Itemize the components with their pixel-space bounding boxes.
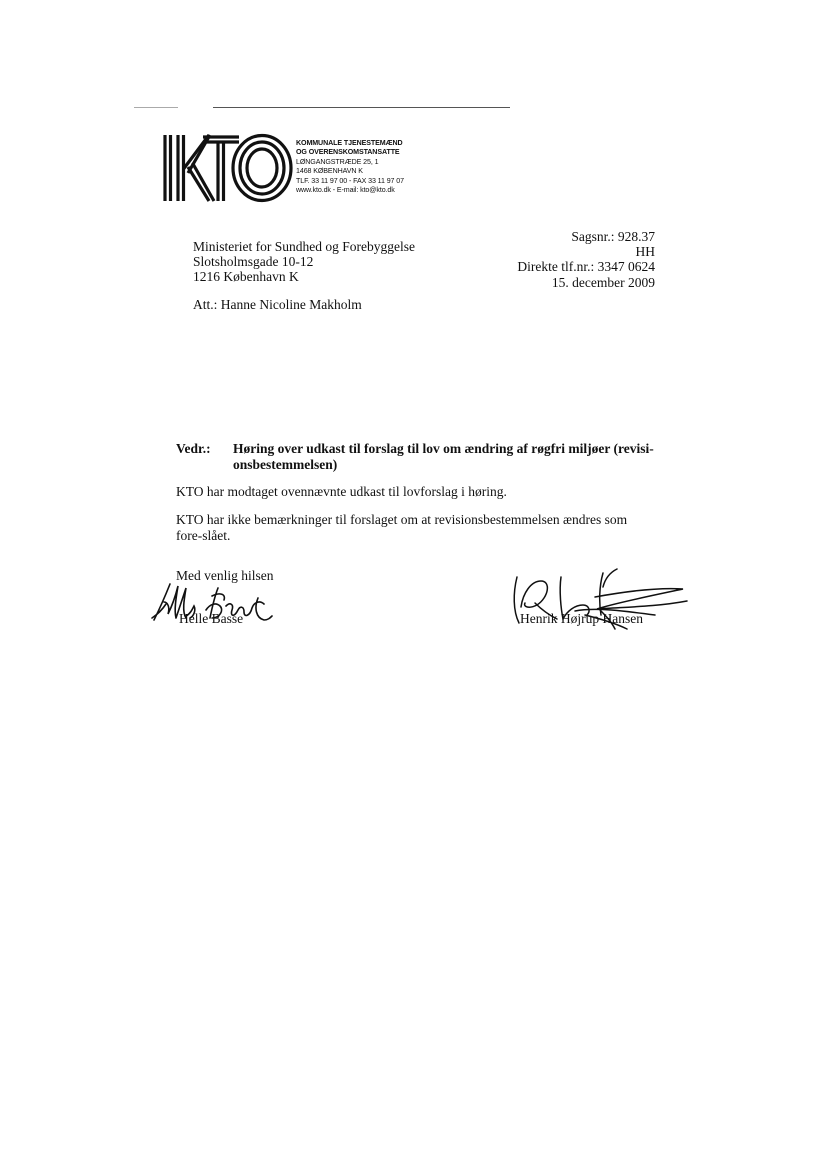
signer-name-2: Henrik Højrup Hansen (520, 611, 643, 626)
header-rule-left (134, 107, 178, 108)
signature-henrik-hansen (505, 563, 690, 645)
recipient-address (193, 239, 415, 285)
subject-text: Høring over udkast til forslag til lov om ændring af røgfri miljøer (revisi-onsbestemmelsen) (233, 441, 654, 472)
letterhead-line: OG OVERENSKOMSTANSATTE (296, 148, 400, 157)
initials: HH (635, 244, 655, 260)
letterhead-line: 1468 KØBENHAVN K (296, 167, 363, 176)
letterhead-line: www.kto.dk - E-mail: kto@kto.dk (296, 186, 395, 195)
header-rule (213, 107, 510, 108)
reference-block (480, 229, 655, 290)
recipient-line: 1216 København K (193, 269, 299, 285)
body-paragraph: KTO har modtaget ovennævnte udkast til lovforslag i høring. (176, 484, 507, 499)
subject-line (176, 441, 656, 473)
kto-logo (161, 133, 296, 203)
letter-date: 15. december 2009 (551, 274, 655, 290)
case-number: Sagsnr.: 928.37 (571, 229, 655, 244)
letterhead-line: LØNGANGSTRÆDE 25, 1 (296, 157, 379, 166)
recipient-attention: Att.: Hanne Nicoline Makholm (193, 297, 362, 312)
recipient-line: Slotsholmsgade 10-12 (193, 254, 314, 270)
closing-greeting: Med venlig hilsen (176, 568, 274, 583)
letterhead-line: TLF. 33 11 97 00 - FAX 33 11 97 07 (296, 176, 404, 185)
letterhead-line: KOMMUNALE TJENESTEMÆND (296, 139, 403, 147)
direct-phone: Direkte tlf.nr.: 3347 0624 (517, 259, 655, 275)
signer-name-1: Helle Basse (179, 611, 244, 626)
recipient-line: Ministeriet for Sundhed og Forebyggelse (193, 239, 415, 254)
body-paragraph: KTO har ikke bemærkninger til forslaget om at revisionsbestemmelsen ændres som fore-slået. (176, 512, 628, 543)
subject-label: Vedr.: (176, 441, 211, 456)
letterhead-address (296, 139, 404, 195)
